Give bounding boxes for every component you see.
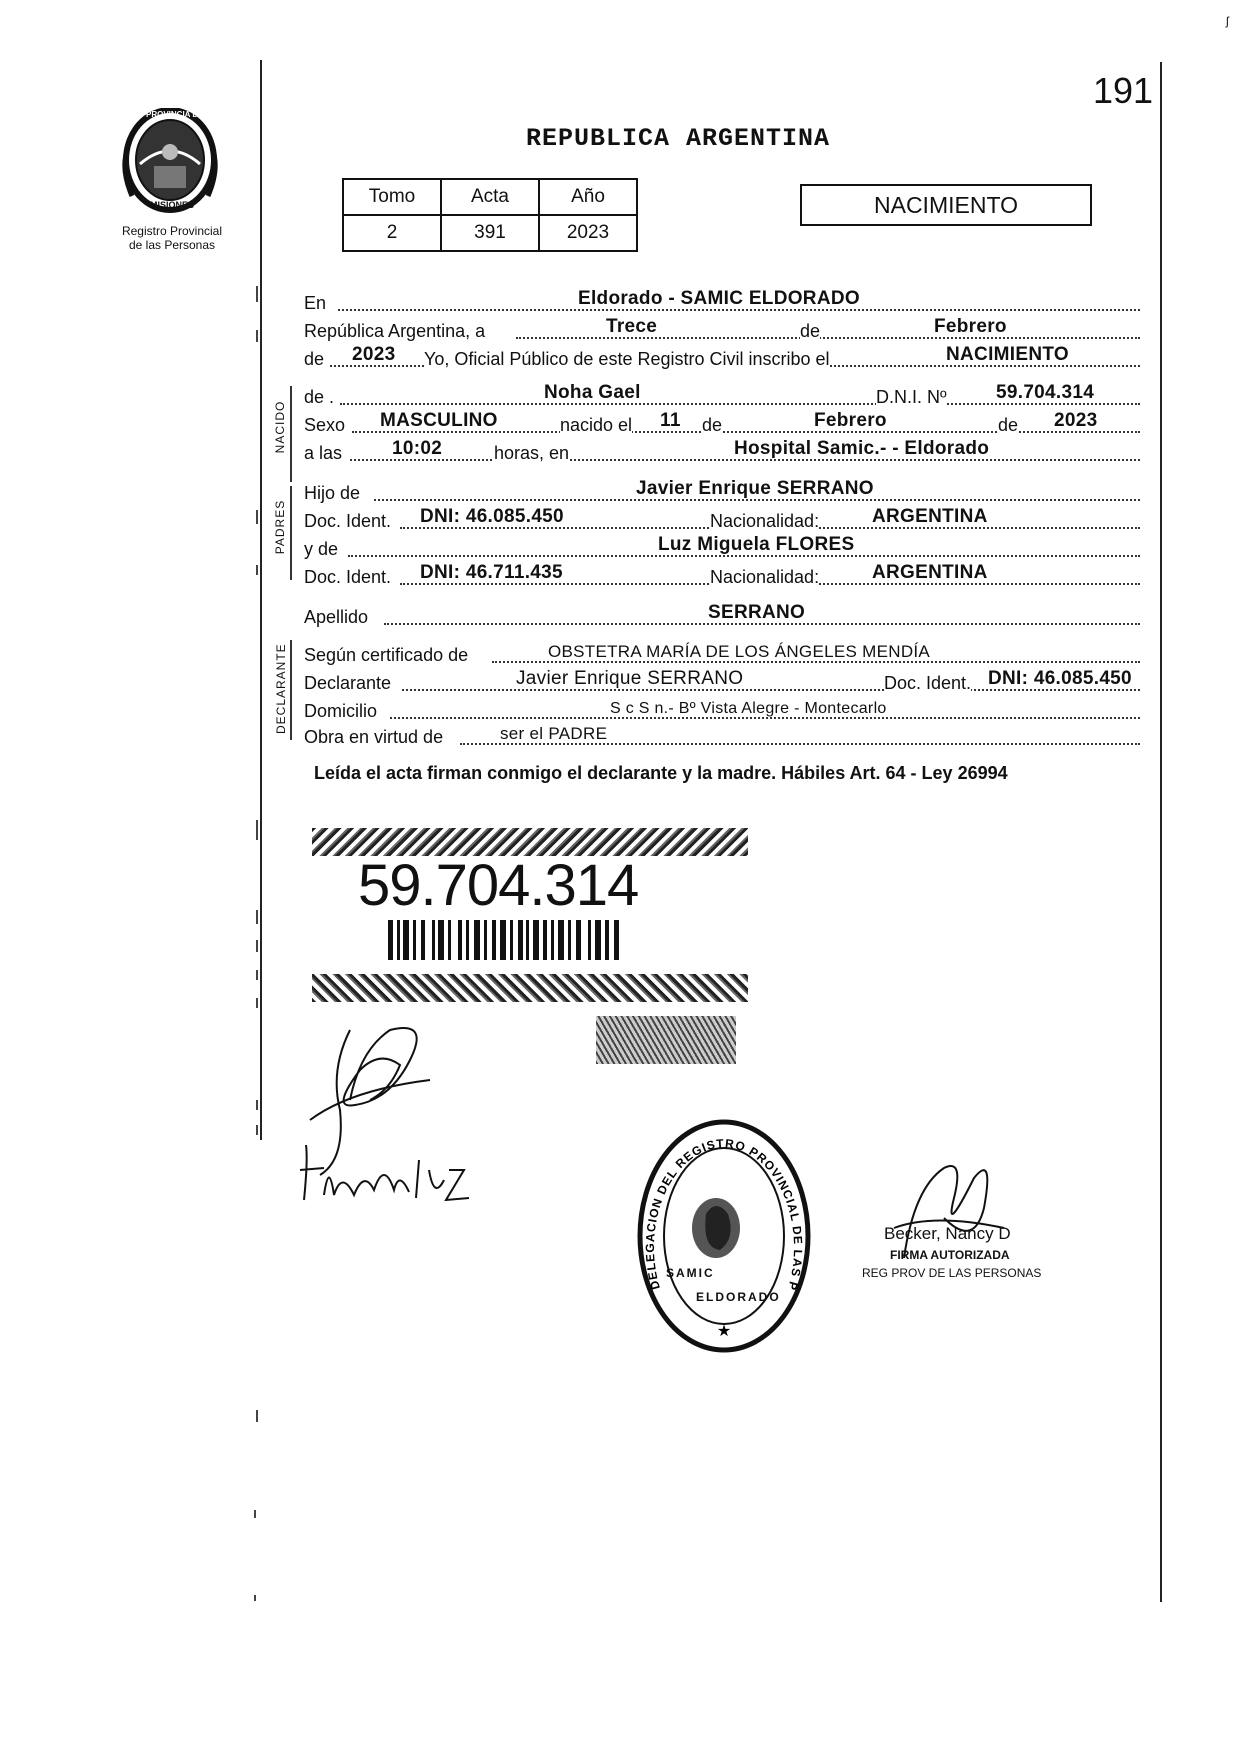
label-de-name: de . [304,387,335,407]
row-nombre [304,384,1144,408]
act-type-box: NACIMIENTO [800,184,1092,226]
row-madre-doc [304,564,1144,588]
registry-table-header [343,179,637,215]
label-nacido-el: nacido el [560,415,633,435]
logo-text-top: PROVINCIA DE [146,110,204,119]
value-sexo: MASCULINO [380,410,498,431]
value-declarante-doc: DNI: 46.085.450 [988,668,1132,689]
label-domicilio: Domicilio [304,701,378,721]
value-apellido: SERRANO [708,602,806,623]
stamp-center-line1: SAMIC [666,1266,715,1280]
label-nacionalidad: Nacionalidad: [710,511,820,531]
label-doc-ident: Doc. Ident. [304,511,392,531]
label-en: En [304,293,327,313]
left-margin-line [260,60,262,1140]
registry-table-values [343,215,637,251]
officer-title: FIRMA AUTORIZADA [890,1248,1010,1262]
value-mes-inscripcion: Febrero [934,316,1007,337]
officer-office: REG PROV DE LAS PERSONAS [862,1266,1042,1280]
value-nombre: Noha Gael [544,382,641,403]
label-doc-ident-decl: Doc. Ident. [884,673,972,693]
value-dia-nacimiento: 11 [660,410,681,431]
dni-label-number: 59.704.314 [358,853,639,918]
label-de2: de [702,415,723,435]
value-padre-doc: DNI: 46.085.450 [420,506,564,527]
value-obra-en-virtud: ser el PADRE [500,724,608,743]
row-madre [304,536,1144,560]
logo-caption-line2: de las Personas [128,238,216,252]
label-segun-certificado: Según certificado de [304,645,469,665]
logo-caption-line1: Registro Provincial [121,224,223,238]
value-tomo: 2 [343,215,441,251]
document-title: REPUBLICA ARGENTINA [526,124,831,153]
value-madre-doc: DNI: 46.711.435 [420,562,563,583]
security-hologram [596,1016,736,1064]
side-label-nacido: NACIDO [273,400,287,454]
barcode [388,920,628,965]
row-inscripcion [304,346,1144,370]
row-padre-doc [304,508,1144,532]
value-dni: 59.704.314 [996,382,1095,403]
label-nacionalidad2: Nacionalidad: [710,567,820,587]
value-anio: 2023 [539,215,637,251]
signature-madre [294,1140,474,1215]
registry-table [342,178,638,252]
label-hijo-de: Hijo de [304,483,361,503]
logo-caption [98,224,246,252]
value-padre-nacionalidad: ARGENTINA [872,506,988,527]
row-obra-en-virtud [304,724,1144,748]
value-anio-inscripcion: 2023 [352,344,396,365]
row-certificado [304,642,1144,666]
right-margin-line [1160,62,1162,1602]
stamp-ring-text: DELEGACION DEL REGISTRO PROVINCIAL DE LAS P [642,1136,806,1293]
row-fecha-inscripcion [304,318,1144,342]
value-certificado: OBSTETRA MARÍA DE LOS ÁNGELES MENDÍA [548,642,931,661]
svg-text:★: ★ [716,1323,732,1340]
label-republica: República Argentina, a [304,321,486,341]
value-domicilio: S c S n.- Bº Vista Alegre - Montecarlo [610,700,887,717]
declarante-bracket [290,640,292,740]
header-acta: Acta [441,179,539,215]
label-declarante: Declarante [304,673,392,693]
side-label-padres: PADRES [273,499,287,555]
label-yo-oficial: Yo, Oficial Público de este Registro Civil inscribo el [424,349,830,369]
row-domicilio [304,698,1144,722]
page-number: 191 [1093,70,1154,111]
value-padre: Javier Enrique SERRANO [636,478,874,499]
province-logo [118,108,222,218]
label-de-mid: de [800,321,821,341]
official-stamp [636,1118,812,1354]
value-lugar-nacimiento: Hospital Samic.- - Eldorado [734,438,990,459]
value-tipo-inscripcion: NACIMIENTO [946,344,1069,365]
stamp-center-line2: ELDORADO [696,1290,781,1304]
label-dni-no: D.N.I. Nº [876,387,947,407]
row-apellido [304,604,1144,628]
row-declarante [304,670,1144,694]
logo-text-bottom: MISIONES [150,200,195,210]
closing-note: Leída el acta firman conmigo el declarante y la madre. Hábiles Art. 64 - Ley 26994 [314,763,1008,783]
label-y-de: y de [304,539,339,559]
nacido-bracket [290,386,292,482]
value-dia-inscripcion: Trece [606,316,658,337]
value-madre-nacionalidad: ARGENTINA [872,562,988,583]
value-mes-nacimiento: Febrero [814,410,887,431]
label-apellido: Apellido [304,607,369,627]
value-anio-nacimiento: 2023 [1054,410,1098,431]
security-band-bottom [312,974,748,1002]
corner-mark: ʃ [1226,14,1229,28]
value-acta: 391 [441,215,539,251]
row-lugar [304,290,1144,314]
header-tomo: Tomo [343,179,441,215]
label-de: de [304,349,325,369]
padres-bracket [290,486,292,580]
header-anio: Año [539,179,637,215]
row-sexo [304,412,1144,436]
value-hora: 10:02 [392,438,443,459]
value-lugar: Eldorado - SAMIC ELDORADO [578,288,860,309]
row-hora [304,440,1144,464]
label-de3: de [998,415,1019,435]
officer-name: Becker, Nancy D [884,1224,1011,1243]
label-sexo: Sexo [304,415,346,435]
label-obra-en-virtud: Obra en virtud de [304,727,444,747]
row-padre [304,480,1144,504]
value-madre: Luz Miguela FLORES [658,534,855,555]
value-declarante: Javier Enrique SERRANO [516,668,744,689]
side-label-declarante: DECLARANTE [274,643,288,734]
signature-madre-text [294,1140,299,1141]
label-doc-ident2: Doc. Ident. [304,567,392,587]
label-horas-en: horas, en [494,443,570,463]
label-a-las: a las [304,443,343,463]
